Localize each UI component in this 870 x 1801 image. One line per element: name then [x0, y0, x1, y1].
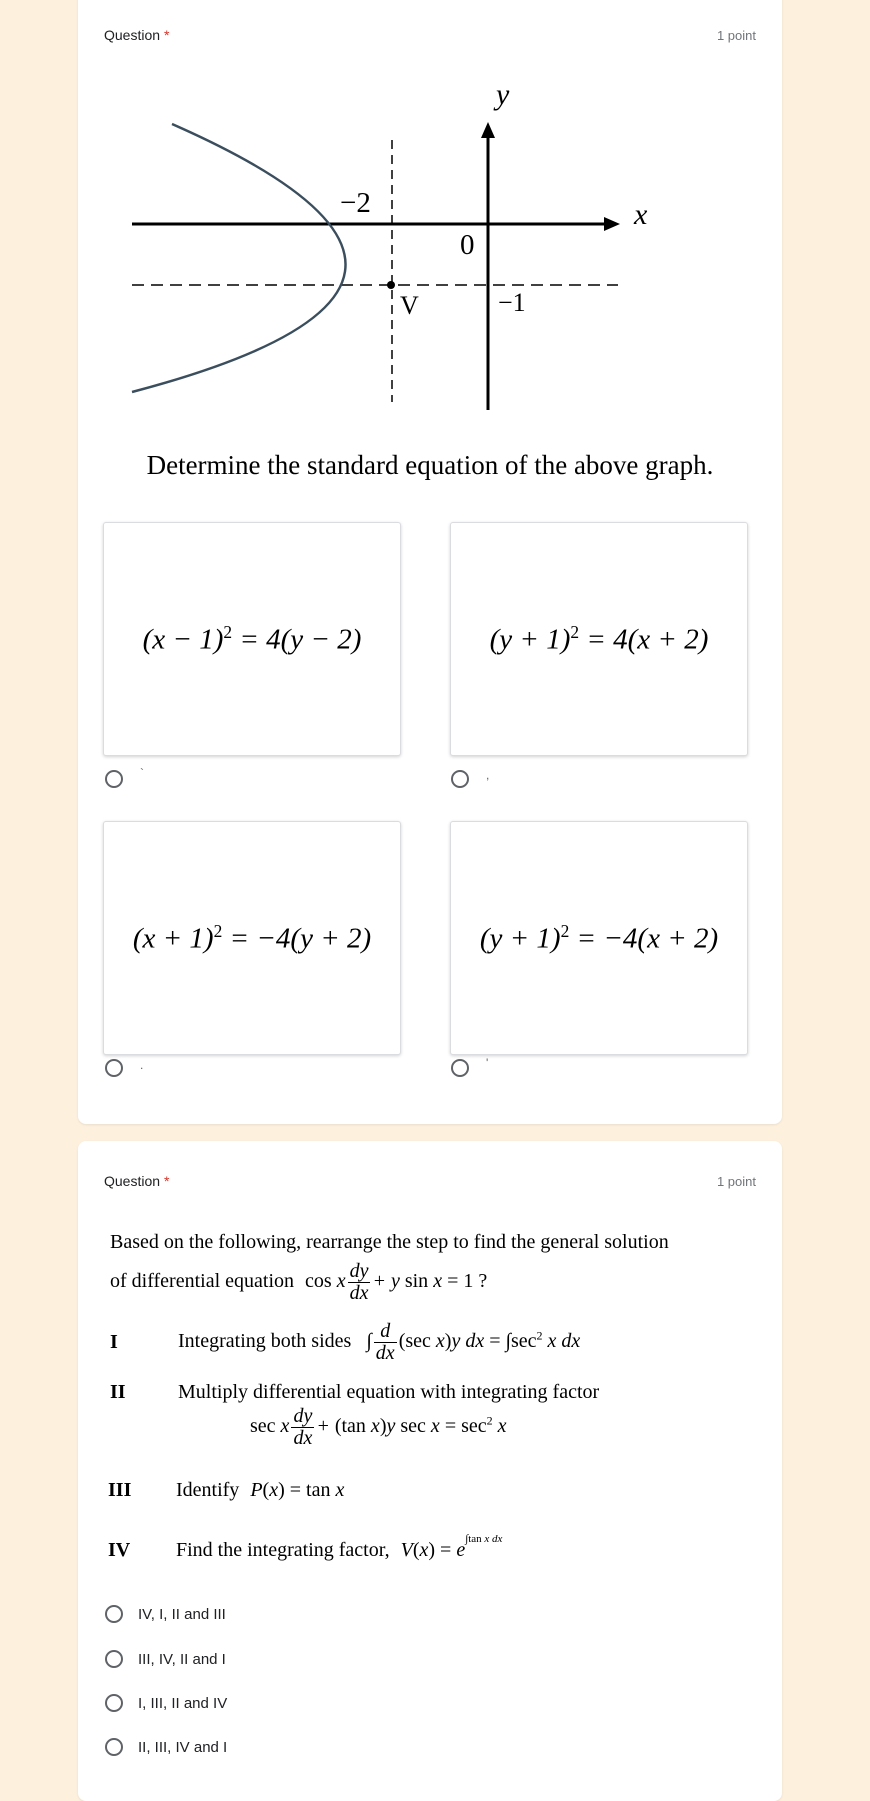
vertex-point: [387, 281, 395, 289]
choice-radio-1[interactable]: [105, 1605, 123, 1623]
choice-label-3[interactable]: I, III, II and IV: [138, 1695, 228, 1712]
y-tick-label: −1: [498, 288, 526, 317]
origin-label: 0: [460, 229, 475, 261]
step-number-1: I: [110, 1331, 118, 1353]
x-tick-label: −2: [340, 187, 371, 219]
y-axis-arrow: [481, 122, 495, 138]
option-radio-d[interactable]: [451, 1059, 469, 1077]
choice-label-4[interactable]: II, III, IV and I: [138, 1739, 228, 1756]
step-number-4: IV: [108, 1539, 131, 1561]
option-image-d[interactable]: [450, 821, 748, 1055]
option-image-b[interactable]: [450, 522, 748, 756]
option-image-c[interactable]: [103, 821, 401, 1055]
required-asterisk: *: [163, 27, 170, 43]
step-3: Identify P(x) = tan x: [176, 1479, 345, 1501]
option-radio-a[interactable]: [105, 770, 123, 788]
x-axis-arrow: [604, 217, 620, 231]
option-equation-c: $(x + 1)^2 = -4(y + 2)$: [132, 920, 372, 955]
question-intro: Based on the following, rearrange the step to find the general solution: [110, 1231, 669, 1253]
choice-label-1[interactable]: IV, I, II and III: [138, 1606, 226, 1623]
step-2-equation: sec x $\frac{dy}{dx}$ + (tan x)y $\sec x = \sec^2 x$: [250, 1405, 507, 1449]
choice-label-2[interactable]: III, IV, II and I: [138, 1651, 226, 1668]
vertex-label: V: [400, 291, 419, 320]
option-image-a[interactable]: [103, 522, 401, 756]
choice-radio-3[interactable]: [105, 1694, 123, 1712]
parabola-curve: [132, 124, 346, 392]
option-equation-b: $(y + 1)^2 = 4(x + 2)$: [489, 621, 709, 656]
step-number-2: II: [110, 1381, 126, 1403]
question-title: Question *: [104, 1173, 170, 1189]
step-4: Find the integrating factor, $V(x) = e^{\int tan x dx}$: [176, 1533, 503, 1561]
option-equation-d: $(y + 1)^2 = -4(x + 2)$: [479, 920, 719, 955]
required-asterisk: *: [163, 1173, 170, 1189]
y-axis-label: y: [496, 78, 510, 111]
option-mark-c: .: [140, 1058, 144, 1072]
points-label: 1 point: [716, 1174, 756, 1189]
question-card-2: [78, 1141, 782, 1801]
question-intro-2: of differential equation cos x $\frac{dy}{dx}$ + y sin x = 1 ?: [110, 1260, 488, 1304]
x-axis-label: x: [634, 198, 648, 231]
choice-radio-2[interactable]: [105, 1650, 123, 1668]
option-radio-c[interactable]: [105, 1059, 123, 1077]
option-radio-b[interactable]: [451, 770, 469, 788]
parabola-graph: [78, 0, 782, 420]
option-mark-d: ': [486, 1056, 489, 1070]
question-title: Question *: [104, 27, 170, 43]
option-mark-a: `: [140, 766, 144, 780]
question-card-1: [78, 0, 782, 1124]
step-2: Multiply differential equation with integrating factor: [178, 1381, 600, 1403]
step-number-3: III: [108, 1479, 132, 1501]
question-prompt: Determine the standard equation of the above graph.: [146, 450, 714, 480]
option-mark-b: ,: [486, 768, 490, 782]
step-1: Integrating both sides ∫ $\frac{d}{dx}$ (sec x)y dx = $\int\sec^2$ x dx: [178, 1320, 581, 1364]
choice-radio-4[interactable]: [105, 1738, 123, 1756]
points-label: 1 point: [716, 28, 756, 43]
option-equation-a: $(x - 1)^2 = 4(y - 2)$: [142, 621, 362, 656]
